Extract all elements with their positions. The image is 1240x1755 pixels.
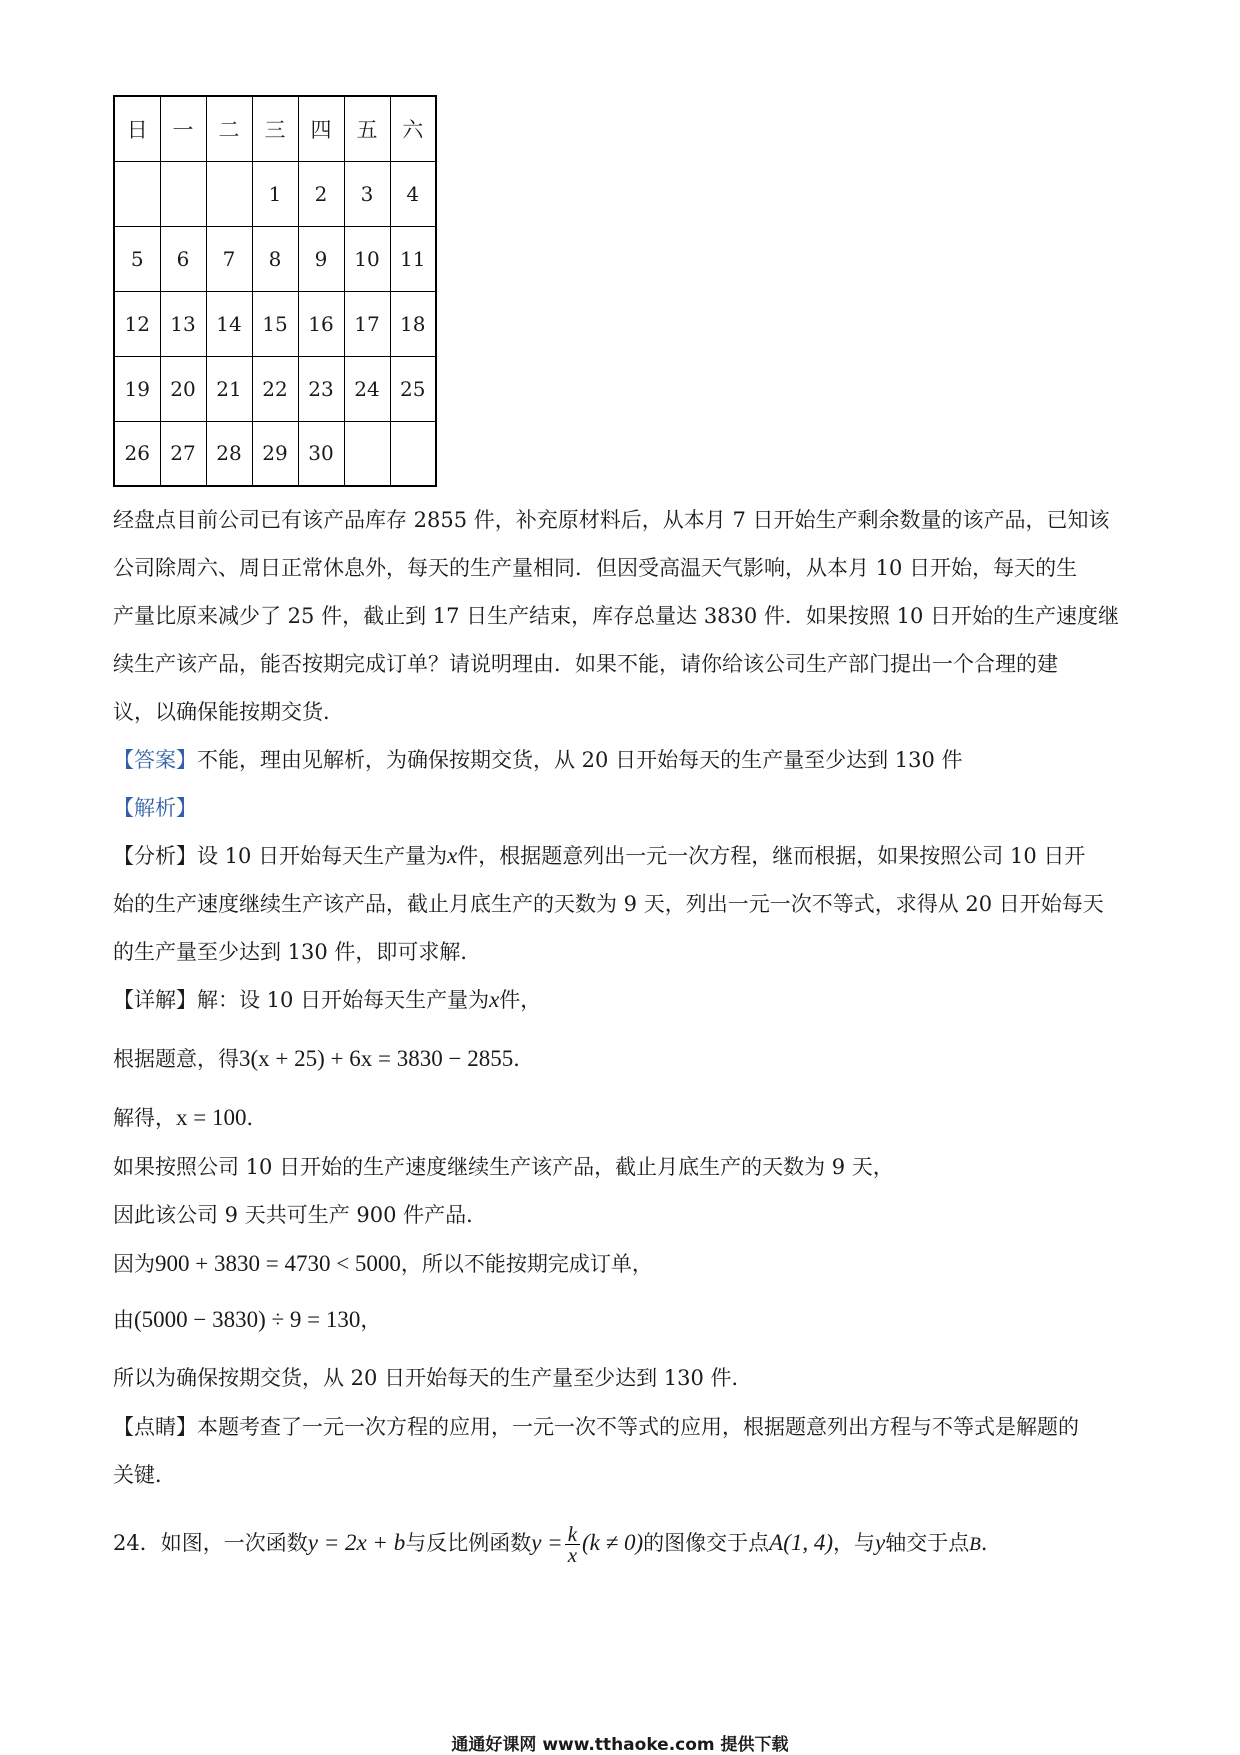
- axis-y: y: [875, 1530, 886, 1555]
- because-math: 900 + 3830 = 4730 < 5000: [155, 1251, 401, 1276]
- equation-line: [113, 1044, 534, 1074]
- linear-function: y = 2x + b: [307, 1530, 406, 1555]
- q24-mid3: ，与: [833, 1531, 876, 1555]
- calendar-day: 26: [114, 421, 160, 486]
- q24-prefix: 24．如图，一次函数: [113, 1531, 308, 1555]
- fenxi-line-1: [113, 841, 1085, 871]
- calendar-day: 8: [252, 226, 298, 291]
- calendar-weekday: 三: [252, 96, 298, 161]
- by-line: [113, 1305, 381, 1335]
- calendar-day: [160, 161, 206, 226]
- by-suffix: ，: [360, 1308, 382, 1332]
- calendar-day: 3: [344, 161, 390, 226]
- problem-line-4: 续生产该产品，能否按期完成订单？请说明理由．如果不能，请你给该公司生产部门提出一个合理的建: [113, 652, 1058, 676]
- calendar-day: 18: [390, 291, 436, 356]
- solution-line: [113, 1103, 267, 1133]
- problem-line-1: 经盘点目前公司已有该产品库存 2855 件，补充原材料后，从本月 7 日开始生产剩余数量的该产品，已知该: [113, 508, 1110, 532]
- total-line: 因此该公司 9 天共可生产 900 件产品．: [113, 1203, 488, 1227]
- calendar-day: 23: [298, 356, 344, 421]
- conclusion-line: 所以为确保按期交货，从 20 日开始每天的生产量至少达到 130 件．: [113, 1366, 753, 1390]
- fenxi-tag: 【分析】: [113, 844, 197, 868]
- frac-numerator: k: [565, 1524, 580, 1545]
- calendar-day: 17: [344, 291, 390, 356]
- calendar-day: 1: [252, 161, 298, 226]
- calendar-day: 28: [206, 421, 252, 486]
- calendar-day: 19: [114, 356, 160, 421]
- calendar-weekday: 六: [390, 96, 436, 161]
- point-a: A(1, 4): [769, 1530, 834, 1555]
- analysis-tag: 【解析】: [113, 796, 197, 820]
- fenxi-line-3: 的生产量至少达到 130 件，即可求解．: [113, 940, 482, 964]
- problem-line-3: 产量比原来减少了 25 件，截止到 17 日生产结束，库存总量达 3830 件．如果按照 10 日开始的生产速度继: [113, 604, 1120, 628]
- calendar-day: [390, 421, 436, 486]
- because-prefix: 因为: [113, 1252, 155, 1276]
- xiangjie-line-1: [113, 985, 541, 1015]
- calendar-day: 14: [206, 291, 252, 356]
- calendar-day: 2: [298, 161, 344, 226]
- calendar-day: 4: [390, 161, 436, 226]
- calendar-weekday: 二: [206, 96, 252, 161]
- fenxi-text-b: 件，根据题意列出一元一次方程，继而根据，如果按照公司 10 日开: [457, 844, 1086, 868]
- by-math: (5000 − 3830) ÷ 9 = 130: [134, 1307, 361, 1332]
- solution-prefix: 解得，: [113, 1106, 176, 1130]
- dianjing-text: 本题考查了一元一次方程的应用，一元一次不等式的应用，根据题意列出方程与不等式是解题的: [197, 1415, 1079, 1439]
- calendar-day: 10: [344, 226, 390, 291]
- calendar-day: 6: [160, 226, 206, 291]
- calendar-week-row: [114, 421, 436, 486]
- dianjing-line-2: 关键．: [113, 1463, 176, 1487]
- calendar-day: 25: [390, 356, 436, 421]
- calendar-table: [113, 95, 437, 487]
- calendar-weekday: 五: [344, 96, 390, 161]
- calendar-day: 22: [252, 356, 298, 421]
- calendar-day: 24: [344, 356, 390, 421]
- q24-mid4: 轴交于点: [885, 1531, 970, 1555]
- dianjing-tag: 【点睛】: [113, 1415, 197, 1439]
- calendar-day: 27: [160, 421, 206, 486]
- by-prefix: 由: [113, 1308, 134, 1332]
- equation-suffix: ．: [513, 1047, 535, 1071]
- calendar-day: 12: [114, 291, 160, 356]
- calendar-week-row: [114, 356, 436, 421]
- calendar-day: 16: [298, 291, 344, 356]
- var-x: x: [489, 987, 500, 1012]
- calendar-day: 7: [206, 226, 252, 291]
- calendar-day: [344, 421, 390, 486]
- calendar-week-row: [114, 161, 436, 226]
- var-x: x: [447, 843, 458, 868]
- inverse-lhs: y =: [531, 1530, 563, 1555]
- xiangjie-text-b: 件，: [499, 988, 542, 1012]
- answer-text: 不能，理由见解析，为确保按期交货，从 20 日开始每天的生产量至少达到 130 件: [197, 748, 963, 772]
- calendar-header-row: [114, 96, 436, 161]
- equation-prefix: 根据题意，得: [113, 1047, 239, 1071]
- because-line: [113, 1249, 653, 1279]
- solution-suffix: ．: [246, 1106, 268, 1130]
- fenxi-text-a: 设 10 日开始每天生产量为: [197, 844, 448, 868]
- answer-line: [113, 745, 963, 775]
- calendar-day: 30: [298, 421, 344, 486]
- days-line: 如果按照公司 10 日开始的生产速度继续生产该产品，截止月底生产的天数为 9 天，: [113, 1155, 894, 1179]
- calendar-day: 15: [252, 291, 298, 356]
- calendar-day: 13: [160, 291, 206, 356]
- xiangjie-tag: 【详解】: [113, 988, 197, 1012]
- calendar-day: [114, 161, 160, 226]
- calendar-weekday: 日: [114, 96, 160, 161]
- calendar-weekday: 一: [160, 96, 206, 161]
- because-suffix: ，所以不能按期完成订单，: [400, 1252, 653, 1276]
- frac-denominator: x: [567, 1543, 578, 1567]
- question-24: [113, 1518, 1002, 1570]
- q24-mid2: 的图像交于点: [643, 1531, 770, 1555]
- fraction-k-over-x: [565, 1524, 580, 1565]
- k-condition: (k ≠ 0): [582, 1530, 644, 1555]
- answer-tag: 【答案】: [113, 748, 197, 772]
- calendar-day: 29: [252, 421, 298, 486]
- calendar-day: 9: [298, 226, 344, 291]
- fenxi-line-2: 始的生产速度继续生产该产品，截止月底生产的天数为 9 天，列出一元一次不等式，求得从 20 日开始每天: [113, 892, 1104, 916]
- solution: x = 100: [176, 1105, 247, 1130]
- footer: 通通好课网 www.tthaoke.com 提供下载: [451, 1735, 789, 1755]
- calendar-day: 5: [114, 226, 160, 291]
- problem-line-5: 议，以确保能按期交货．: [113, 700, 344, 724]
- calendar-weekday: 四: [298, 96, 344, 161]
- point-b: B: [969, 1534, 981, 1555]
- problem-line-2: 公司除周六、周日正常休息外，每天的生产量相同．但因受高温天气影响，从本月 10 日开始，每天的生: [113, 556, 1078, 580]
- calendar-day: 11: [390, 226, 436, 291]
- calendar-day: [206, 161, 252, 226]
- xiangjie-text-a: 解：设 10 日开始每天生产量为: [197, 988, 490, 1012]
- dianjing-line-1: [113, 1412, 1079, 1442]
- q24-end: ．: [980, 1531, 1002, 1555]
- calendar-week-row: [114, 226, 436, 291]
- q24-mid: 与反比例函数: [405, 1531, 532, 1555]
- calendar-day: 20: [160, 356, 206, 421]
- calendar-week-row: [114, 291, 436, 356]
- calendar-day: 21: [206, 356, 252, 421]
- equation: 3(x + 25) + 6x = 3830 − 2855: [239, 1046, 514, 1071]
